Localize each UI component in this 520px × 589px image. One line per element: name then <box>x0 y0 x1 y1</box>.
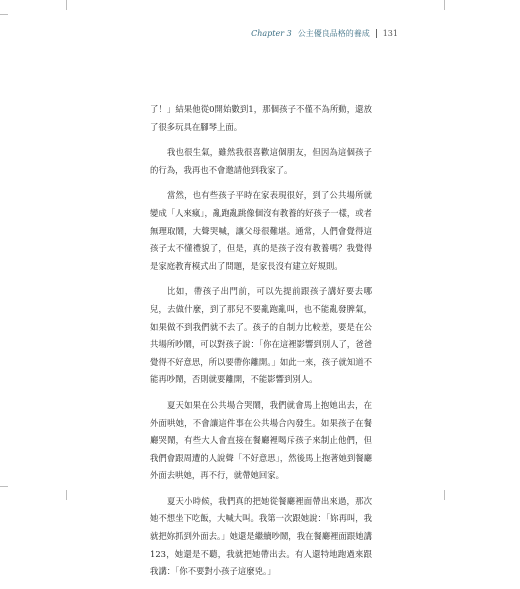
crop-mark-left-bottom <box>0 486 8 487</box>
paragraph: 比如，帶孩子出門前，可以先提前跟孩子講好要去哪兒，去做什麼，到了那兒不要亂跑亂叫，也不能亂發脾氣，如果做不到我們就不去了。孩子的自制力比較差，要是在公共場所吵鬧，可以對孩子說：「你在這裡影響到別人了，爸爸覺得不好意思，所以要帶你離開。」如此一來，孩子就知道不能再吵鬧，否則就要離開，不能影響到別人。 <box>150 286 372 385</box>
crop-mark-bottom-left <box>66 490 67 500</box>
chapter-label: Chapter 3 <box>251 29 292 38</box>
paragraph: 夏天小時候，我們真的把她從餐廳裡面帶出來過，那次她不想坐下吃飯，大喊大叫。我第一次跟她說：「妳再叫，我就把妳抓到外面去。」她還是繼續吵鬧，我在餐廳裡面跟她講123，她還是不聽，我就把她帶出去。有人還特地跑過來跟我講：「你不要對小孩子這麼兇。」 <box>150 495 372 577</box>
paragraph: 了！」結果他從0開始數到1，那個孩子不僅不為所動，還放了很多玩具在腳琴上面。 <box>150 104 372 132</box>
running-head <box>251 28 398 39</box>
paragraph: 我也很生氣，雖然我很喜歡這個朋友，但因為這個孩子的行為，我再也不會邀請他到我家了。 <box>150 147 372 175</box>
paragraph: 夏天如果在公共場合哭鬧，我們就會馬上抱她出去，在外面哄她，不會讓這件事在公共場合內發生。如果孩子在餐廳哭鬧，有些大人會直接在餐廳裡喝斥孩子來制止他們，但我們會跟周遭的人說聲「不好意思」，然後馬上抱著她到餐廳外面去哄她，再不行，就帶她回家。 <box>150 399 372 481</box>
crop-mark-top-right <box>444 0 445 10</box>
paragraph: 當然，也有些孩子平時在家表現很好，到了公共場所就變成「人來瘋」，亂跑亂跳像個沒有教養的好孩子一樣，或者無理取鬧，大聲哭喊，讓父母很難堪。通常，人們會覺得這孩子太不懂禮貌了，但是，真的是孩子沒有教養嗎？我覺得是家庭教育模式出了問題，是家長沒有建立好規則。 <box>150 190 372 271</box>
section-title: 公主優良品格的養成 <box>297 29 370 38</box>
body-text <box>150 101 372 589</box>
crop-mark-left-top <box>0 14 8 15</box>
crop-mark-bottom-right <box>444 490 445 500</box>
crop-mark-top-left <box>66 0 67 10</box>
page-number: 131 <box>382 29 398 38</box>
header-divider <box>376 29 377 38</box>
